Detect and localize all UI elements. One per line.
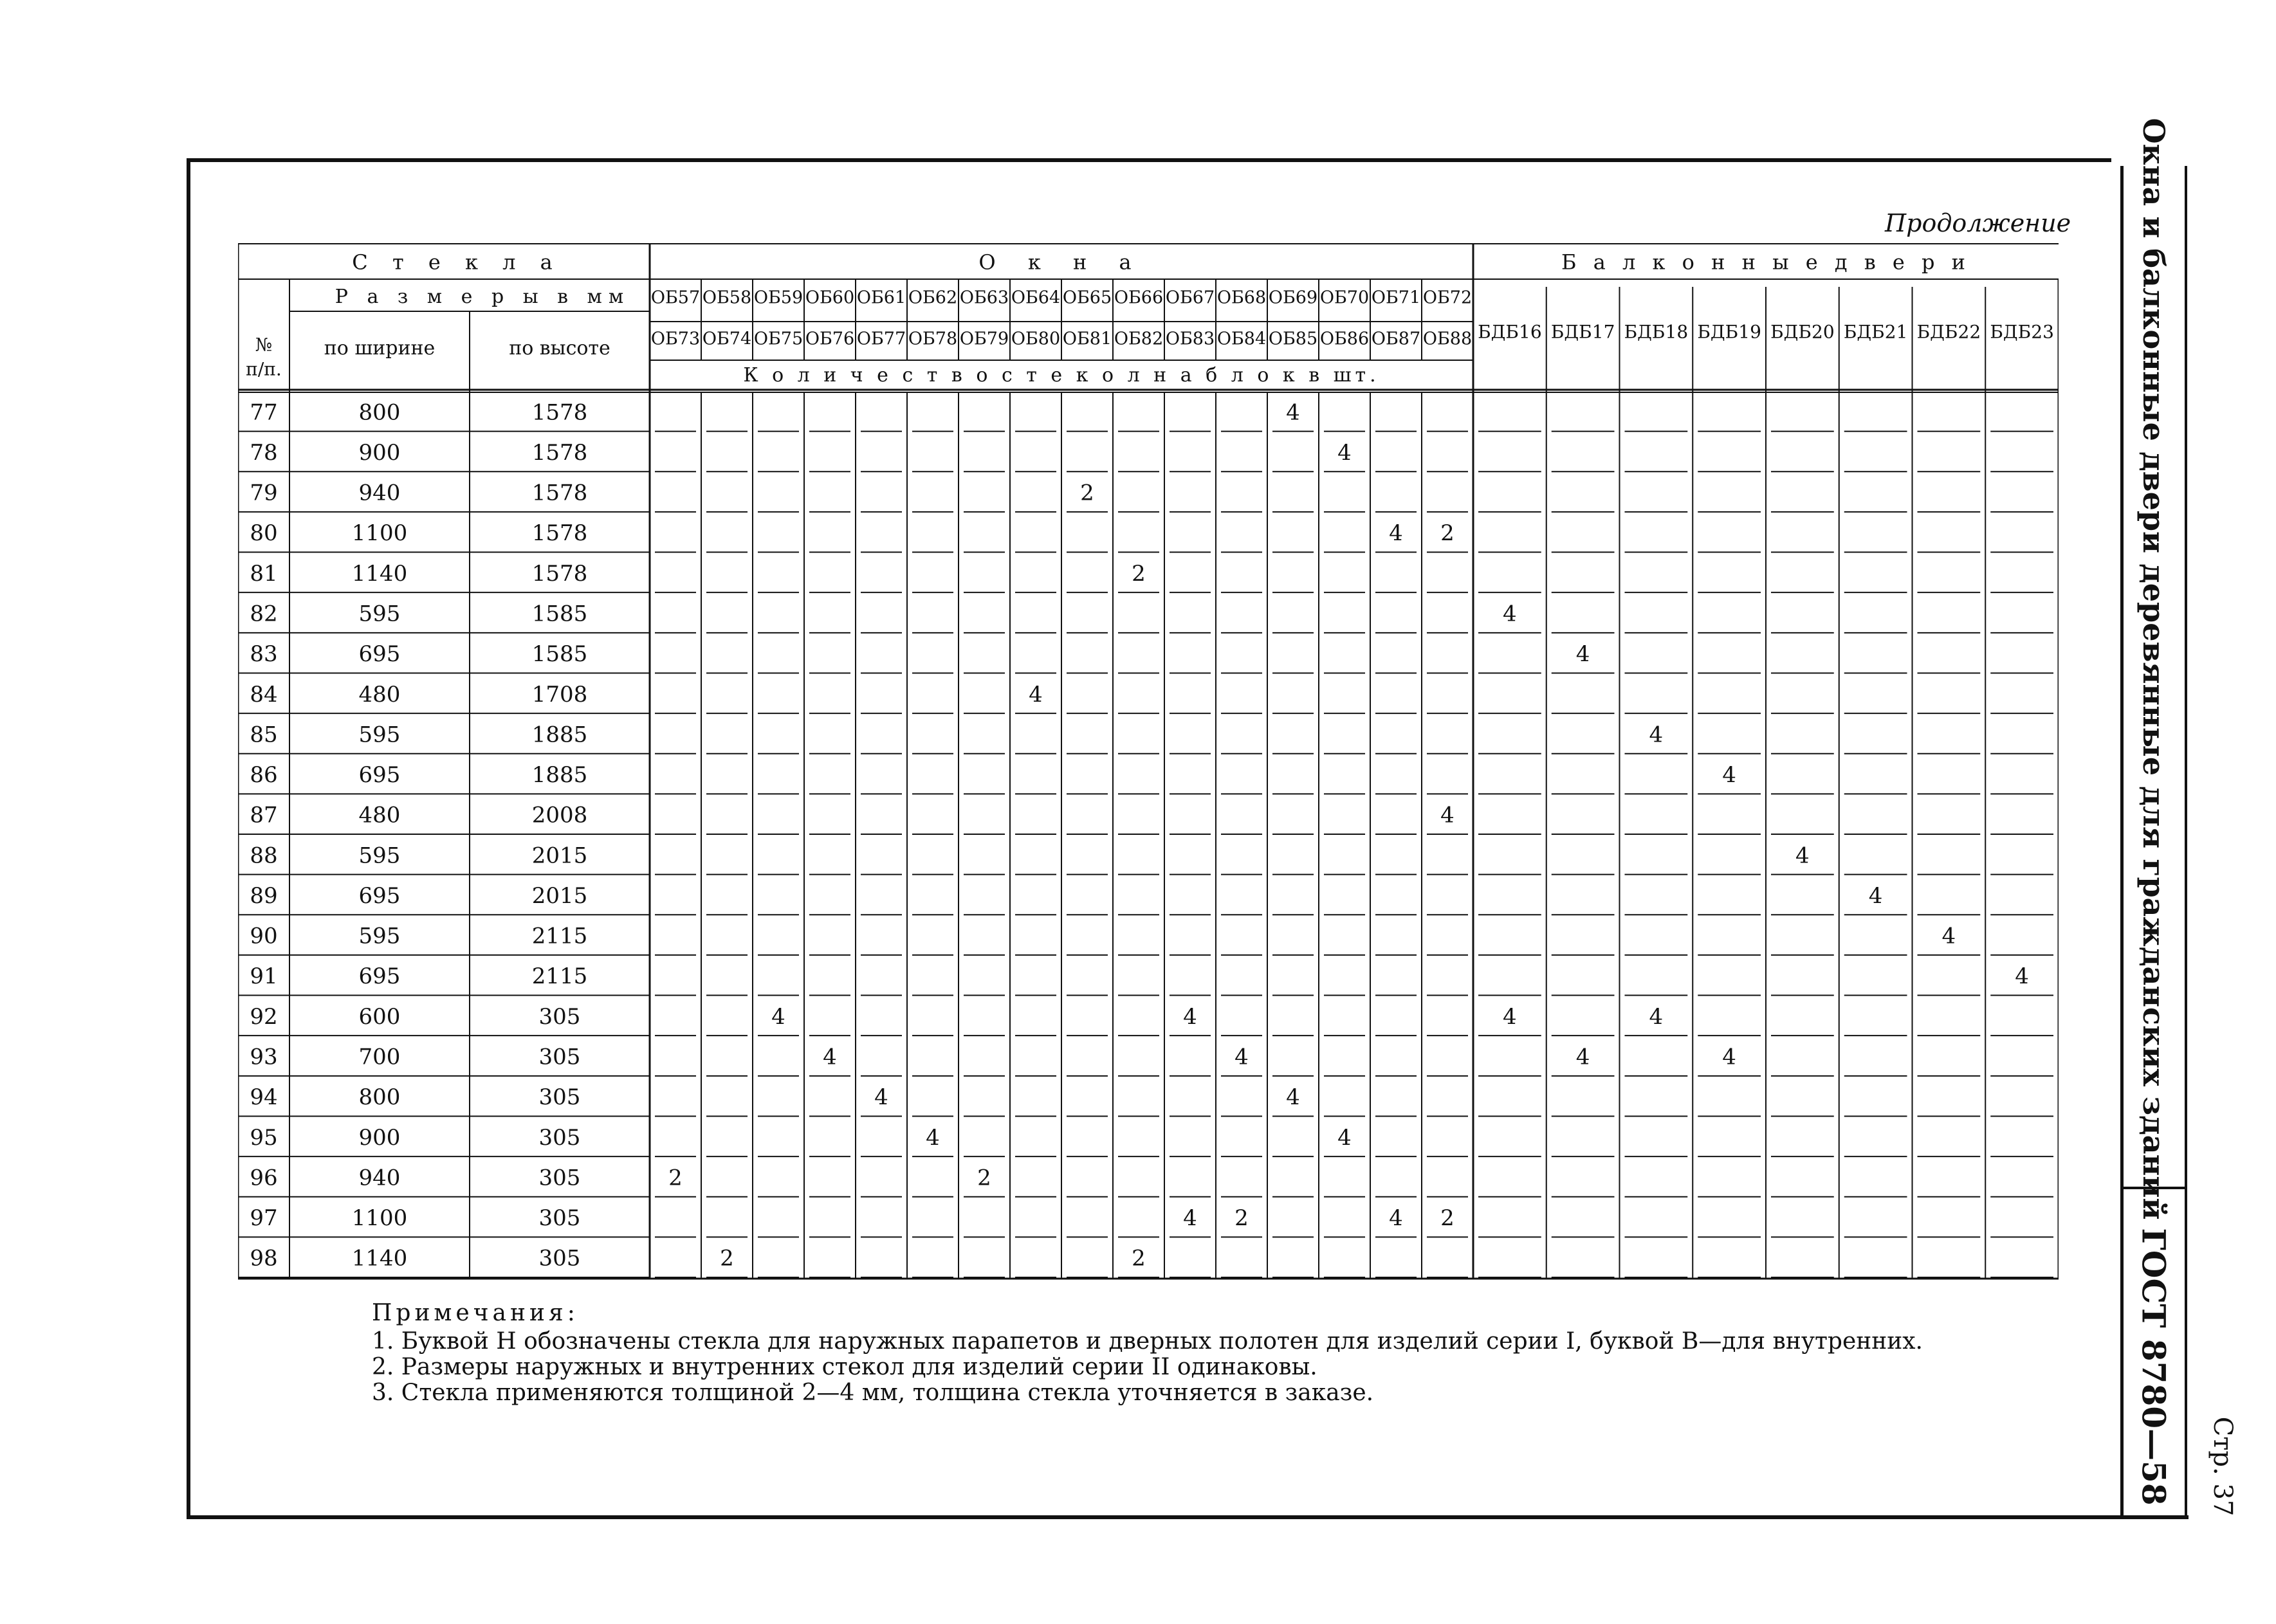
row-number: 96 bbox=[250, 1165, 278, 1191]
door-code: БДБ20 bbox=[1770, 321, 1835, 343]
quantity-value: 2 bbox=[1080, 480, 1094, 506]
row-width: 1140 bbox=[351, 560, 408, 587]
row-height: 1585 bbox=[531, 641, 588, 668]
quantity-value: 4 bbox=[1440, 802, 1455, 828]
row-height: 1578 bbox=[531, 439, 588, 466]
window-code-bottom: ОБ79 bbox=[959, 329, 1009, 349]
quantity-value: 4 bbox=[1389, 1205, 1403, 1232]
door-code: БДБ21 bbox=[1843, 321, 1908, 343]
window-code-top: ОБ62 bbox=[908, 287, 958, 308]
row-width: 595 bbox=[358, 843, 401, 869]
quantity-value: 4 bbox=[1286, 399, 1300, 426]
notes-block bbox=[372, 1300, 1923, 1406]
window-code-top: ОБ72 bbox=[1422, 287, 1473, 308]
row-height: 305 bbox=[538, 1165, 581, 1191]
quantity-value: 4 bbox=[1389, 520, 1403, 547]
row-height: 305 bbox=[538, 1003, 581, 1030]
window-code-top: ОБ69 bbox=[1268, 287, 1318, 308]
side-margin-rule bbox=[2185, 166, 2187, 1519]
quantity-value: 4 bbox=[1575, 641, 1590, 668]
window-code-bottom: ОБ81 bbox=[1062, 329, 1112, 349]
quantity-value: 4 bbox=[1575, 1044, 1590, 1070]
row-height: 305 bbox=[538, 1124, 581, 1151]
quantity-value: 4 bbox=[1183, 1205, 1197, 1232]
window-code-top: ОБ65 bbox=[1062, 287, 1112, 308]
quantity-value: 4 bbox=[1503, 601, 1517, 627]
row-height: 1578 bbox=[531, 480, 588, 506]
row-height: 1578 bbox=[531, 399, 588, 426]
row-number: 78 bbox=[250, 439, 278, 466]
row-width: 695 bbox=[358, 963, 401, 990]
quantity-value: 2 bbox=[1132, 1245, 1146, 1272]
height-header: по высоте bbox=[509, 337, 610, 360]
page-frame-left bbox=[187, 158, 190, 1519]
door-code: БДБ17 bbox=[1550, 321, 1615, 343]
row-number: 82 bbox=[250, 601, 278, 627]
row-number: 86 bbox=[250, 762, 278, 789]
quantity-value: 2 bbox=[668, 1165, 683, 1191]
row-width: 1140 bbox=[351, 1245, 408, 1272]
quantity-value: 4 bbox=[1649, 1003, 1664, 1030]
row-width: 1100 bbox=[351, 1205, 408, 1232]
window-code-top: ОБ70 bbox=[1319, 287, 1370, 308]
window-code-bottom: ОБ82 bbox=[1114, 329, 1164, 349]
window-code-top: ОБ71 bbox=[1371, 287, 1421, 308]
note-item-2: 2. Размеры наружных и внутренних стекол для изделий серии II одинаковы. bbox=[372, 1354, 1317, 1380]
window-code-bottom: ОБ86 bbox=[1319, 329, 1370, 349]
row-height: 305 bbox=[538, 1245, 581, 1272]
window-code-top: ОБ59 bbox=[753, 287, 803, 308]
window-code-top: ОБ64 bbox=[1011, 287, 1061, 308]
window-code-bottom: ОБ80 bbox=[1011, 329, 1061, 349]
row-width: 595 bbox=[358, 601, 401, 627]
row-height: 1585 bbox=[531, 601, 588, 627]
row-width: 695 bbox=[358, 762, 401, 789]
window-code-top: ОБ66 bbox=[1114, 287, 1164, 308]
quantity-value: 2 bbox=[1132, 560, 1146, 587]
row-number: 80 bbox=[250, 520, 278, 547]
window-code-top: ОБ68 bbox=[1216, 287, 1267, 308]
quantity-value: 4 bbox=[771, 1003, 785, 1030]
quantity-value: 4 bbox=[926, 1124, 940, 1151]
quantity-header: К о л и ч е с т в о с т е к о л н а б л о к в шт. bbox=[743, 364, 1380, 387]
row-height: 2015 bbox=[531, 882, 588, 909]
quantity-value: 4 bbox=[1722, 1044, 1736, 1070]
row-number: 87 bbox=[250, 802, 278, 828]
row-number: 94 bbox=[250, 1084, 278, 1111]
row-height: 305 bbox=[538, 1084, 581, 1111]
window-code-bottom: ОБ76 bbox=[805, 329, 855, 349]
window-code-bottom: ОБ85 bbox=[1268, 329, 1318, 349]
quantity-value: 4 bbox=[1722, 762, 1736, 789]
row-width: 800 bbox=[358, 399, 401, 426]
notes-title: Примечания: bbox=[372, 1300, 579, 1326]
quantity-value: 4 bbox=[1649, 722, 1664, 748]
row-height: 305 bbox=[538, 1205, 581, 1232]
window-code-bottom: ОБ74 bbox=[702, 329, 752, 349]
glass-group-header: С т е к л а bbox=[352, 250, 562, 275]
row-width: 900 bbox=[358, 439, 401, 466]
doors-group-header: Б а л к о н н ы е д в е р и bbox=[1561, 250, 1970, 275]
row-height: 305 bbox=[538, 1044, 581, 1070]
quantity-value: 2 bbox=[1234, 1205, 1249, 1232]
quantity-value: 4 bbox=[1183, 1003, 1197, 1030]
row-number: 85 bbox=[250, 722, 278, 748]
page-number: Стр. 37 bbox=[2208, 1416, 2237, 1517]
quantity-value: 4 bbox=[1868, 882, 1883, 909]
row-width: 800 bbox=[358, 1084, 401, 1111]
row-number: 95 bbox=[250, 1124, 278, 1151]
quantity-value: 4 bbox=[823, 1044, 837, 1070]
quantity-value: 4 bbox=[1941, 923, 1956, 949]
row-width: 480 bbox=[358, 681, 401, 707]
glass-quantity-table bbox=[238, 243, 2059, 1286]
page-frame-right bbox=[2120, 166, 2124, 1519]
window-code-bottom: ОБ84 bbox=[1216, 329, 1267, 349]
row-width: 600 bbox=[358, 1003, 401, 1030]
window-code-top: ОБ63 bbox=[959, 287, 1009, 308]
row-height: 2015 bbox=[531, 843, 588, 869]
number-header: № bbox=[255, 334, 273, 356]
window-code-bottom: ОБ77 bbox=[856, 329, 906, 349]
row-number: 92 bbox=[250, 1003, 278, 1030]
row-height: 1885 bbox=[531, 762, 588, 789]
page-frame-top bbox=[188, 158, 2111, 162]
quantity-value: 4 bbox=[1286, 1084, 1300, 1111]
row-height: 1885 bbox=[531, 722, 588, 748]
row-number: 93 bbox=[250, 1044, 278, 1070]
window-code-top: ОБ57 bbox=[650, 287, 701, 308]
page-frame-bottom bbox=[188, 1515, 2189, 1519]
window-code-bottom: ОБ78 bbox=[908, 329, 958, 349]
row-width: 595 bbox=[358, 923, 401, 949]
row-number: 91 bbox=[250, 963, 278, 990]
window-code-top: ОБ67 bbox=[1165, 287, 1215, 308]
row-height: 2115 bbox=[531, 963, 588, 990]
row-width: 480 bbox=[358, 802, 401, 828]
note-item-1: 1. Буквой Н обозначены стекла для наружных парапетов и дверных полотен для изделий серии I, буквой В—для внутренних. bbox=[372, 1328, 1923, 1355]
window-code-top: ОБ58 bbox=[702, 287, 752, 308]
row-height: 1578 bbox=[531, 560, 588, 587]
row-number: 89 bbox=[250, 882, 278, 909]
row-width: 1100 bbox=[351, 520, 408, 547]
row-number: 97 bbox=[250, 1205, 278, 1232]
row-width: 595 bbox=[358, 722, 401, 748]
door-code: БДБ18 bbox=[1624, 321, 1689, 343]
quantity-value: 4 bbox=[1503, 1003, 1517, 1030]
window-code-bottom: ОБ75 bbox=[753, 329, 803, 349]
row-width: 940 bbox=[358, 1165, 401, 1191]
quantity-value: 2 bbox=[720, 1245, 734, 1272]
row-number: 81 bbox=[250, 560, 278, 587]
door-code: БДБ16 bbox=[1478, 321, 1542, 343]
door-code: БДБ19 bbox=[1697, 321, 1761, 343]
window-code-bottom: ОБ83 bbox=[1165, 329, 1215, 349]
quantity-value: 4 bbox=[1795, 843, 1810, 869]
window-code-bottom: ОБ73 bbox=[650, 329, 701, 349]
door-code: БДБ23 bbox=[1990, 321, 2054, 343]
quantity-value: 4 bbox=[874, 1084, 888, 1111]
window-code-top: ОБ61 bbox=[856, 287, 906, 308]
sizes-group-header: Р а з м е р ы в мм bbox=[335, 286, 630, 308]
row-number: 88 bbox=[250, 843, 278, 869]
quantity-value: 2 bbox=[977, 1165, 991, 1191]
quantity-value: 4 bbox=[2015, 963, 2029, 990]
row-number: 84 bbox=[250, 681, 278, 707]
note-item-3: 3. Стекла применяются толщиной 2—4 мм, толщина стекла уточняется в заказе. bbox=[372, 1380, 1374, 1406]
row-width: 695 bbox=[358, 882, 401, 909]
door-code: БДБ22 bbox=[1916, 321, 1981, 343]
row-number: 98 bbox=[250, 1245, 278, 1272]
window-code-top: ОБ60 bbox=[805, 287, 855, 308]
window-code-bottom: ОБ88 bbox=[1422, 329, 1473, 349]
row-width: 940 bbox=[358, 480, 401, 506]
row-width: 700 bbox=[358, 1044, 401, 1070]
row-width: 695 bbox=[358, 641, 401, 668]
width-header: по ширине bbox=[324, 337, 436, 360]
number-header: п/п. bbox=[246, 358, 282, 380]
quantity-value: 4 bbox=[1029, 681, 1043, 707]
quantity-value: 4 bbox=[1337, 1124, 1352, 1151]
row-height: 1708 bbox=[531, 681, 588, 707]
window-code-bottom: ОБ87 bbox=[1371, 329, 1421, 349]
row-height: 2115 bbox=[531, 923, 588, 949]
quantity-value: 2 bbox=[1440, 520, 1455, 547]
quantity-value: 4 bbox=[1337, 439, 1352, 466]
windows-group-header: О к н а bbox=[978, 250, 1144, 275]
document-title: Окна и балконные двери деревянные для гражданских зданий bbox=[2136, 118, 2171, 1220]
standard-number: ГОСТ 8780—58 bbox=[2134, 1228, 2173, 1506]
quantity-value: 4 bbox=[1234, 1044, 1249, 1070]
row-number: 79 bbox=[250, 480, 278, 506]
row-width: 900 bbox=[358, 1124, 401, 1151]
row-number: 77 bbox=[250, 399, 278, 426]
row-height: 2008 bbox=[531, 802, 588, 828]
row-height: 1578 bbox=[531, 520, 588, 547]
row-number: 90 bbox=[250, 923, 278, 949]
row-number: 83 bbox=[250, 641, 278, 668]
quantity-value: 2 bbox=[1440, 1205, 1455, 1232]
continuation-label: Продолжение bbox=[1885, 209, 2071, 237]
